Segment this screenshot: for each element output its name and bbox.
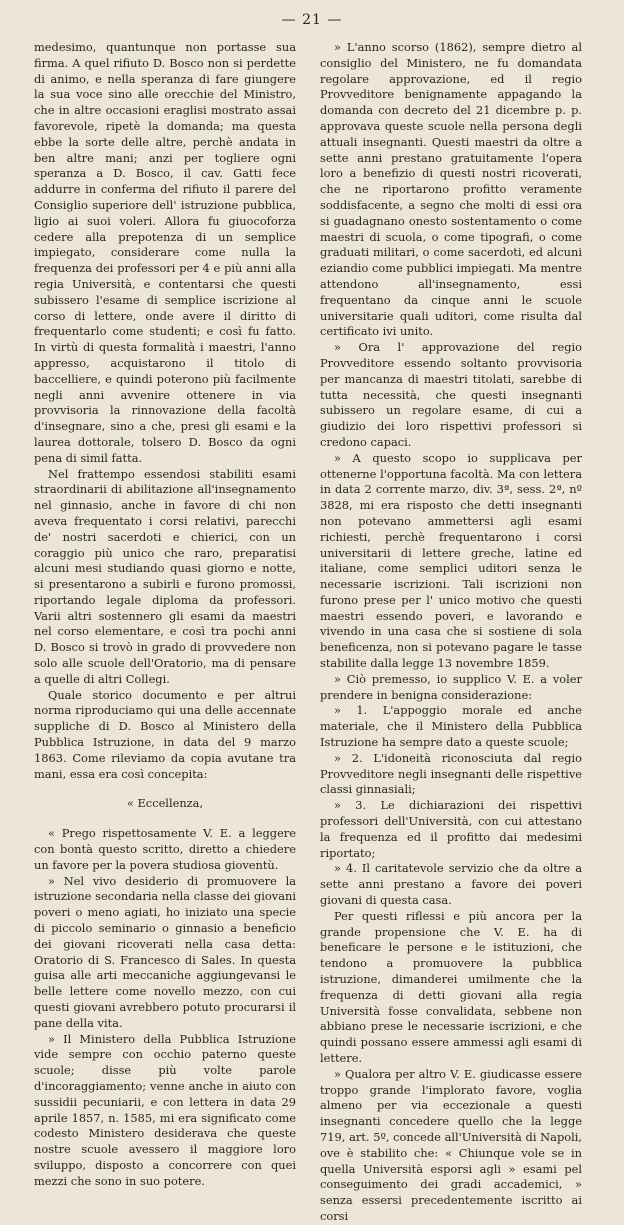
paragraph: Nel frattempo essendosi stabiliti esami straordinarii di abilitazione all'insegnamento nel ginnasio, anche in favore di chi non aveva frequentato i corsi relativi, parecchi de' nostri sacerdoti e chierici, con un coraggio più unico che raro, preparatisi alcuni mesi studiando quasi giorno e notte, si presentarono a subirli e furono promossi, riportando legale diploma da professori. Varii altri sostennero gli esami da maestri nel corso elementare, e così tra pochi anni D. Bosco si trovò in grado di provvedere non solo alle scuole dell'Oratorio, ma di pensare a quelle di altri Collegi. — [34, 466, 296, 686]
list-item: » 1. L'appoggio morale ed anche materiale, che il Ministero della Pubblica Istruzione ha sempre dato a queste scuole; — [320, 703, 582, 750]
salutation: « Eccellenza, — [126, 796, 204, 811]
right-column — [320, 40, 582, 1223]
paragraph: » Ciò premesso, io supplico V. E. a voler prendere in benigna considerazione: — [320, 671, 582, 702]
paragraph: » A questo scopo io supplicava per ottenerne l'opportuna facoltà. Ma con lettera in data 2 corrente marzo, div. 3ª, sess. 2ª, nº 3828, mi era risposto che detti insegnanti non potevano ammettersi agli esami richiesti, perchè frequentarono i corsi universitarii di lettere greche, latine ed italiane, come semplici uditori senza le necessarie iscrizioni. Tali iscrizioni non furono prese per l' unico motivo che questi maestri essendo poveri, e lavorando e vivendo in una casa che si sostiene di sola beneficenza, non si potevano pagare le tasse stabilite dalla legge 13 novembre 1859. — [320, 450, 582, 671]
list-item: » 4. Il caritatevole servizio che da oltre a sette anni prestano a favore dei poveri giovani di questa casa. — [320, 861, 582, 908]
page-number: — 21 — — [281, 12, 343, 28]
list-item: » 3. Le dichiarazioni dei rispettivi professori dell'Università, con cui attestano la frequenza ed il profitto dai medesimi riportato; — [320, 798, 582, 860]
paragraph: Per questi riflessi e più ancora per la grande propensione che V. E. ha di beneficare le persone e le istituzioni, che tendono a promuovere la pubblica istruzione, dimanderei umilmente che la frequenza di detti giovani alla regia Università fosse convalidata, sebbene non abbiano prese le necessarie iscrizioni, e che quindi possano essere ammessi agli esami di lettere. — [320, 908, 582, 1065]
paragraph: medesimo, quantunque non portasse sua firma. A quel rifiuto D. Bosco non si perdette di animo, e nella speranza di fare giungere la sua voce sino alle orecchie del Ministro, che in altre occasioni eraglisi mostrato assai favorevole, ripetè la domanda; ma questa ebbe la sorte delle altre, perchè andata in ben altre mani; anzi per togliere ogni speranza a D. Bosco, il cav. Gatti fece addurre in conferma del rifiuto il parere del Consiglio superiore dell' istruzione pubblica, ligio ai suoi voleri. Allora fu giuocoforza cedere alla prepotenza di un semplice impiegato, considerare come nulla la frequenza dei professori per 4 e più anni alla regia Università, e contentarsi che questi subissero l'esame di semplice iscrizione al corso di lettere, onde avere il diritto di frequentarlo come studenti; e così fu fatto. In virtù di questa formalità i maestri, l'anno appresso, acquistarono il titolo di baccelliere, e quindi poterono più facilmente negli anni avvenire ottenere in via provvisoria la rinnovazione della facoltà d'insegnare, sino a che, presi gli esami e la laurea dottorale, tolsero D. Bosco da ogni pena di simil fatta. — [34, 40, 296, 465]
paragraph: » Nel vivo desiderio di promuovere la istruzione secondaria nella classe dei giovani poveri o meno agiati, ho iniziato una specie di piccolo seminario o ginnasio a beneficio dei giovani ricoverati nella casa detta: Oratorio di S. Francesco di Sales. In questa guisa alle arti meccaniche aggiungevansi le belle lettere come novello mezzo, con cui questi giovani avrebbero potuto procurarsi il pane della vita. — [34, 873, 296, 1030]
paragraph: » Ora l' approvazione del regio Provveditore essendo soltanto provvisoria per mancanza di maestri titolati, sarebbe di tutta necessità, che questi insegnanti subissero un regolare esame, di cui a giudizio dei loro rispettivi professori si credono capaci. — [320, 340, 582, 449]
left-column — [34, 40, 296, 1188]
paragraph: Quale storico documento e per altrui norma riproduciamo qui una delle accennate suppliche di D. Bosco al Ministero della Pubblica Istruzione, in data del 9 marzo 1863. Come rileviamo da copia avutane tra mani, essa era così concepita: — [34, 687, 296, 781]
paragraph: « Prego rispettosamente V. E. a leggere con bontà questo scritto, diretto a chiedere un favore per la povera studiosa gioventù. — [34, 826, 296, 872]
list-item: » 2. L'idoneità riconosciuta dal regio Provveditore negli insegnanti delle rispettive classi ginnasiali; — [320, 750, 582, 797]
paragraph: » Qualora per altro V. E. giudicasse essere troppo grande l'implorato favore, voglia almeno per via eccezionale a questi insegnanti concedere quello che la legge 719, art. 5º, concede all'Università di Napoli, ove è stabilito che: « Chiunque vole se in quella Università esporsi agli » esami pel conseguimento dei gradi accademici, » senza essersi precedentemente iscritto ai corsi — [320, 1066, 582, 1223]
paragraph: » Il Ministero della Pubblica Istruzione vide sempre con occhio paterno queste scuole; disse più volte parole d'incoraggiamento; venne anche in aiuto con sussidii pecuniarii, e con lettera in data 29 aprile 1857, n. 1585, mi era significato come codesto Ministero desiderava che queste nostre scuole avessero il maggiore loro sviluppo, disposto a concorrere con quei mezzi che sono in suo potere. — [34, 1031, 296, 1188]
paragraph: » L'anno scorso (1862), sempre dietro al consiglio del Ministero, ne fu domandata regolare approvazione, ed il regio Provveditore benignamente appagando la domanda con decreto del 21 dicembre p. p. approvava queste scuole nella persona degli attuali insegnanti. Questi maestri da oltre a sette anni prestano gratuitamente l'opera loro a benefizio di questi nostri ricoverati, che ne riportarono profitto veramente soddisfacente, a segno che molti di essi ora si guadagnano onesto sostentamento o come maestri di scuola, o come tipografi, o come graduati militari, o come sacerdoti, ed alcuni eziandio come pubblici impiegati. Ma mentre attendono all'insegnamento, essi frequentano da cinque anni le scuole universitarie quali uditori, come risulta dal certificato ivi unito. — [320, 40, 582, 339]
